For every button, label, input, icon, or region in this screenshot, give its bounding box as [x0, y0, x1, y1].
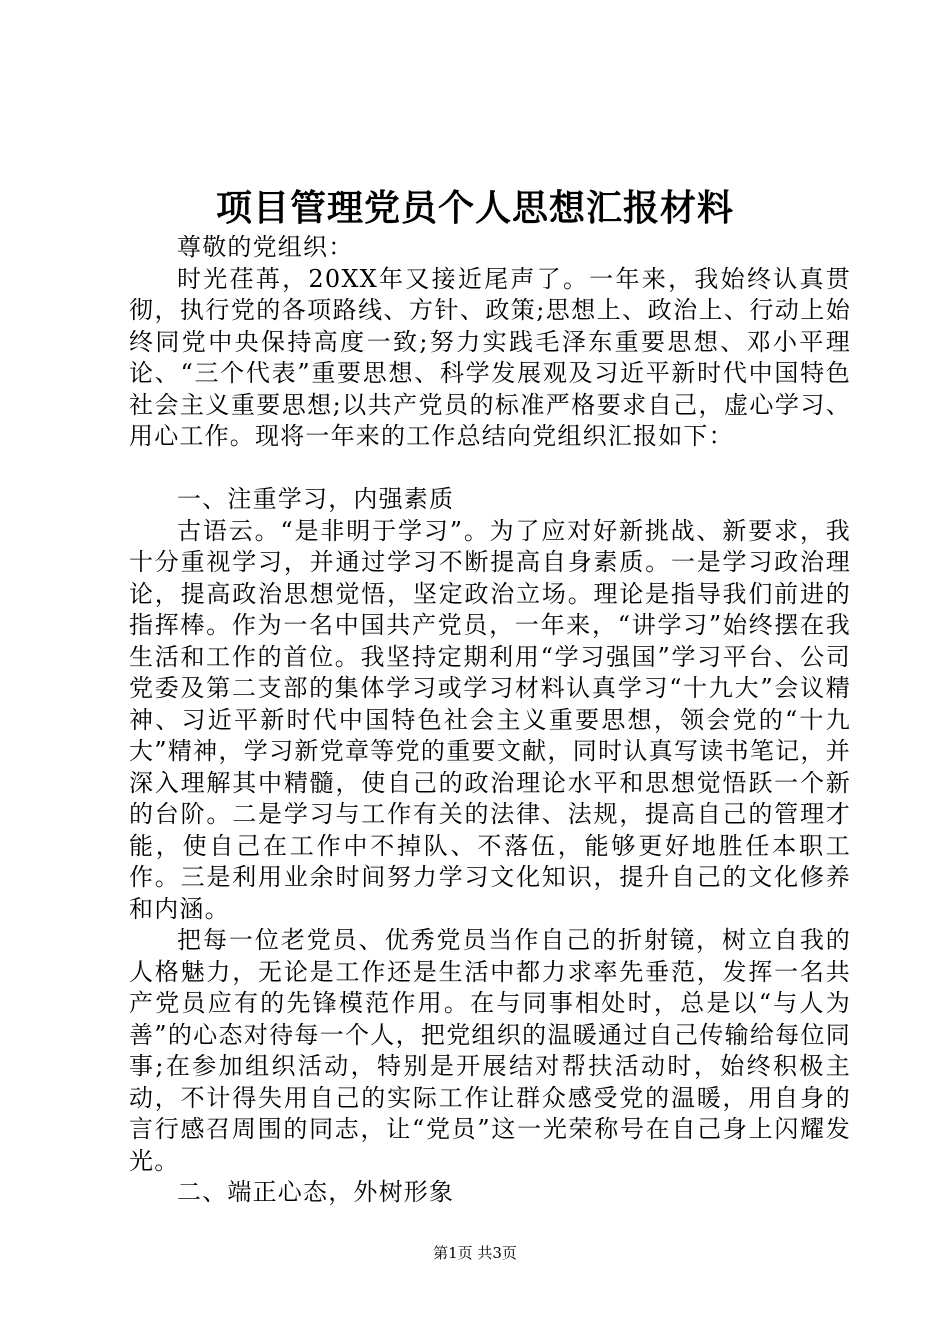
section-heading-2: 二、端正心态，外树形象	[177, 1178, 455, 1206]
paragraph-gap	[129, 453, 851, 485]
study-paragraph: 古语云。“是非明于学习”。为了应对好新挑战、新要求，我十分重视学习，并通过学习不断提高自身素质。一是学习政治理论，提高政治思想觉悟，坚定政治立场。理论是指导我们前进的指挥棒。作为一名中国共产党员，一年来，“讲学习”始终摆在我生活和工作的首位。我坚持定期利用“学习强国”学习平台、公司党委及第二支部的集体学习或学习材料认真学习“十九大”会议精神、习近平新时代中国特色社会主义重要思想，领会党的“十九大”精神，学习新党章等党的重要文献，同时认真写读书笔记，并深入理解其中精髓，使自己的政治理论水平和思想觉悟跃一个新的台阶。二是学习与工作有关的法律、法规，提高自己的管理才能，使自己在工作中不掉队、不落伍，能够更好地胜任本职工作。三是利用业余时间努力学习文化知识，提升自己的文化修养和内涵。	[129, 516, 851, 923]
intro-paragraph: 时光荏苒，20XX年又接近尾声了。一年来，我始终认真贯彻，执行党的各项路线、方针、政策;思想上、政治上、行动上始终同党中央保持高度一致;努力实践毛泽东重要思想、邓小平理论、“三个代表”重要思想、科学发展观及习近平新时代中国特色社会主义重要思想;以共产党员的标准严格要求自己，虚心学习、用心工作。现将一年来的工作总结向党组织汇报如下：	[129, 264, 851, 450]
page-footer: 第1页 共3页	[433, 1244, 517, 1262]
salutation: 尊敬的党组织：	[177, 233, 354, 261]
document-title: 项目管理党员个人思想汇报材料	[215, 187, 734, 229]
role-model-paragraph: 把每一位老党员、优秀党员当作自己的折射镜，树立自我的人格魅力，无论是工作还是生活中都力求率先垂范，发挥一名共产党员应有的先锋模范作用。在与同事相处时，总是以“与人为善”的心态对待每一个人，把党组织的温暖通过自己传输给每位同事;在参加组织活动，特别是开展结对帮扶活动时，始终积极主动，不计得失用自己的实际工作让群众感受党的温暖，用自身的言行感召周围的同志，让“党员”这一光荣称号在自己身上闪耀发光。	[129, 926, 851, 1175]
section-heading-1: 一、注重学习，内强素质	[177, 485, 455, 513]
document-body	[129, 232, 851, 1209]
